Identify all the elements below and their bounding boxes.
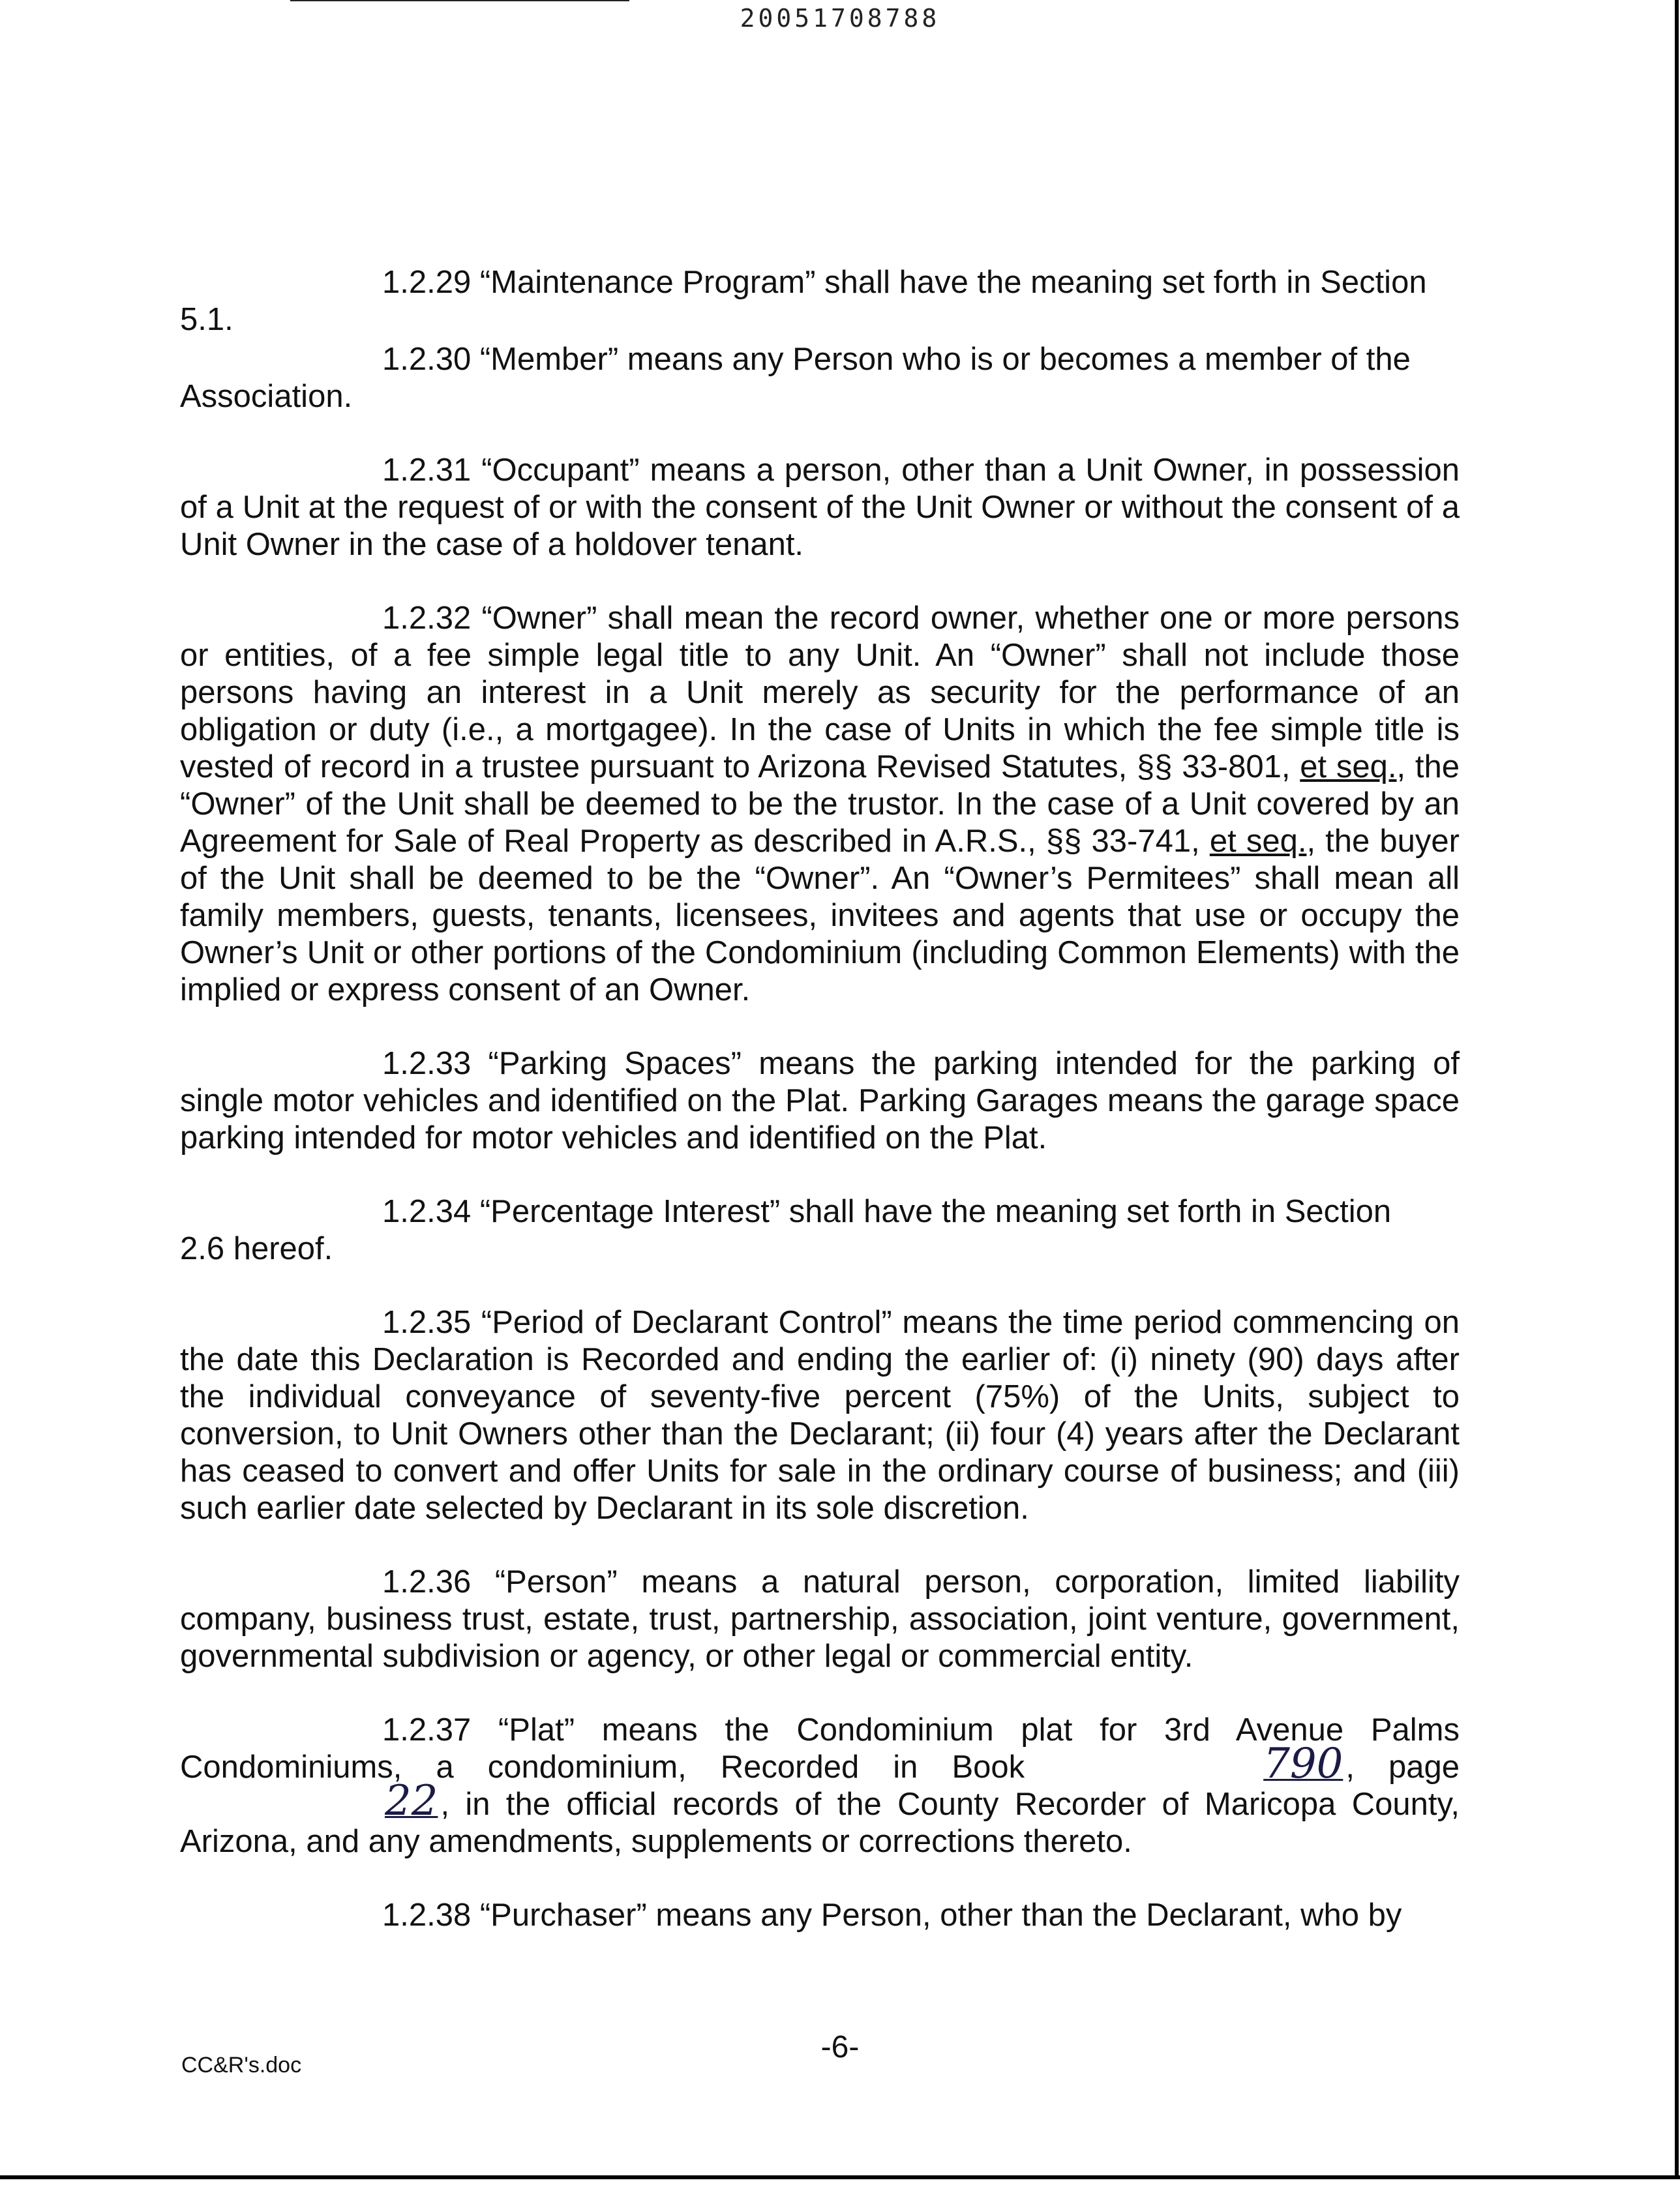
section-1-2-38: 1.2.38 “Purchaser” means any Person, other than the Declarant, who by — [382, 1898, 1402, 1933]
section-1-2-29 — [180, 264, 1460, 301]
section-1-2-36: 1.2.36 “Person” means a natural person, corporation, limited liability company, business trust, estate, trust, partnership, association, joint venture, government, governmental subdivision or agency, or other legal or commercial entity. — [180, 1564, 1460, 1674]
footer-file-name: CC&R's.doc — [181, 2053, 302, 2078]
section-1-2-29-lead: 1.2.29 “Maintenance Program” shall have the meaning set forth in Section — [382, 265, 1427, 300]
section-1-2-32-text-c: , the buyer of the Unit shall be deemed to be the “Owner”. An “Owner’s Permitees” shall mean all family members, guests, tenants, licensees, invitees and agents that use or occupy the Owner’s Unit or other portions of the Condominium (including Common Elements) with the implied or express consent of an Owner. — [180, 824, 1460, 1007]
section-1-2-29-continuation: 5.1. — [180, 302, 233, 337]
bottom-border — [0, 2175, 1680, 2179]
handwritten-book-number: 790 — [1263, 1740, 1343, 1788]
section-1-2-30-lead: 1.2.30 “Member” means any Person who is or becomes a member of the — [382, 342, 1411, 377]
section-1-2-30 — [180, 341, 1460, 378]
section-1-2-32-text-a: 1.2.32 “Owner” shall mean the record owner, whether one or more persons or entities, of a fee simple legal title to any Unit. An “Owner” shall not include those persons having an interest in a Unit merely as security for the performance of an obligation or duty (i.e., a mortgagee). In the case of Units in which the fee simple title is vested of record in a trustee pursuant to Arizona Revised Statutes, §§ 33-801, — [180, 601, 1460, 784]
section-1-2-32 — [180, 600, 1460, 1009]
section-1-2-35: 1.2.35 “Period of Declarant Control” means the time period commencing on the date this Declaration is Recorded and ending the earlier of: (i) ninety (90) days after the individual conveyance of seventy-five percent (75%) of the Units, subject to conversion, to Unit Owners other than the Declarant; (ii) four (4) years after the Declarant has ceased to convert and offer Units for sale in the ordinary course of business; and (iii) such earlier date selected by Declarant in its sole discretion. — [180, 1305, 1460, 1526]
section-1-2-32-text-b: , the “Owner” of the Unit shall be deemed to be the trustor. In the case of a Unit covered by an Agreement for Sale of Real Property as described in A.R.S., §§ 33-741, — [180, 749, 1460, 859]
section-1-2-33: 1.2.33 “Parking Spaces” means the parking intended for the parking of single motor vehicles and identified on the Plat. Parking Garages means the garage space parking intended for motor vehicles and identified on the Plat. — [180, 1046, 1460, 1155]
section-1-2-34 — [180, 1193, 1460, 1230]
document-number: 20051708788 — [740, 4, 940, 33]
section-1-2-37 — [180, 1712, 1460, 1860]
section-1-2-37-text-c: , in the official records of the County Recorder of Maricopa County, Arizona, and any amendments, supplements or corrections thereto. — [180, 1787, 1460, 1859]
section-1-2-34-continuation: 2.6 hereof. — [180, 1231, 333, 1266]
et-seq-2: et seq. — [1209, 824, 1307, 859]
handwritten-page-number: 22 — [385, 1777, 438, 1825]
right-border — [1675, 0, 1679, 2179]
section-1-2-34-lead: 1.2.34 “Percentage Interest” shall have the meaning set forth in Section — [382, 1194, 1392, 1229]
section-1-2-37-text-b: , page — [1345, 1750, 1460, 1785]
section-1-2-37-text-a: 1.2.37 “Plat” means the Condominium plat for 3rd Avenue Palms Condominiums, a condominium, Recorded in Book — [180, 1712, 1460, 1785]
document-body — [180, 264, 1460, 1934]
page-number: -6- — [820, 2030, 860, 2064]
section-1-2-31: 1.2.31 “Occupant” means a person, other than a Unit Owner, in possession of a Unit at the request of or with the consent of the Unit Owner or without the consent of a Unit Owner in the case of a holdover tenant. — [180, 453, 1460, 562]
et-seq-1: et seq. — [1300, 749, 1397, 784]
top-rule — [290, 0, 629, 1]
section-1-2-30-continuation: Association. — [180, 379, 353, 414]
